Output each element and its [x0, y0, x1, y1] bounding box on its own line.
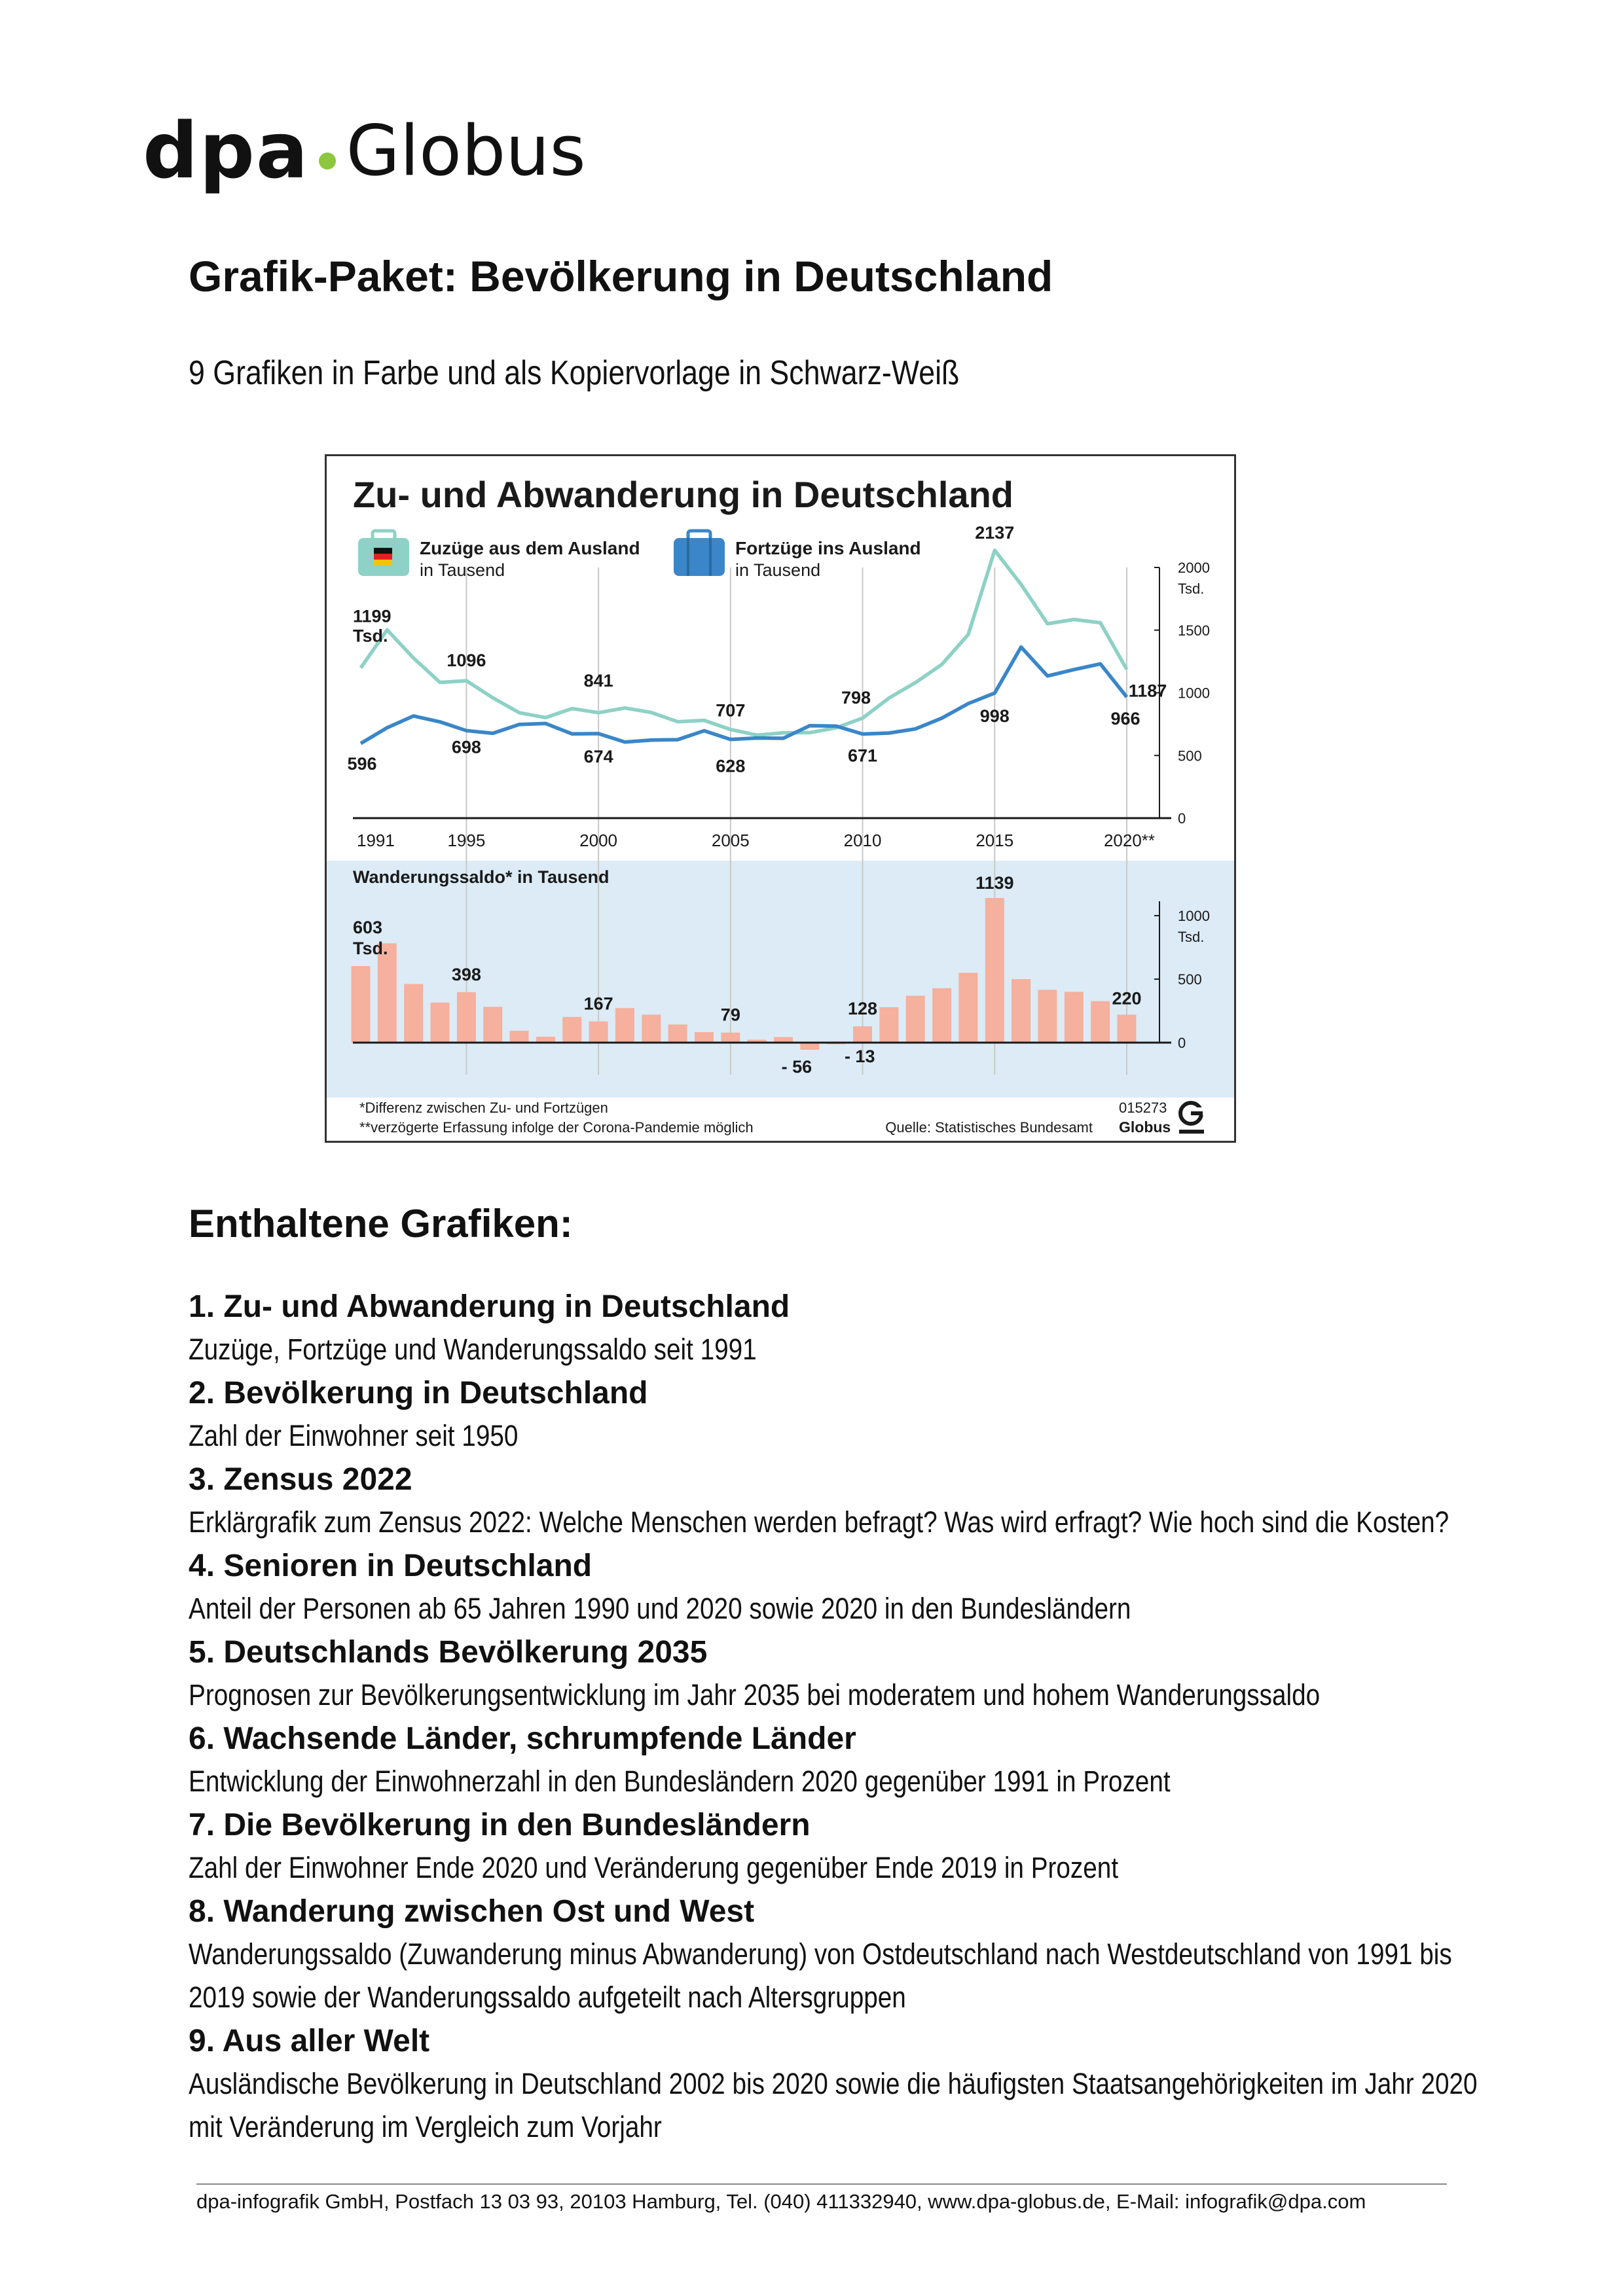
line-value-label: 698 — [451, 737, 481, 757]
source-text: Quelle: Statistisches Bundesamt — [885, 1119, 1093, 1136]
saldo-bar — [721, 1033, 740, 1043]
suitcase-germany-icon — [358, 531, 409, 576]
line-value-label: 707 — [716, 700, 746, 721]
line-value-label: 966 — [1110, 709, 1140, 729]
graphic-item-description: Zahl der Einwohner Ende 2020 und Veränderung gegenüber Ende 2019 in Prozent — [189, 1851, 1119, 1884]
line-value-label: 1199 — [353, 606, 392, 626]
logo-globus-text: Globus — [346, 110, 586, 191]
saldo-title — [353, 867, 610, 887]
graphic-item-title: 2. Bevölkerung in Deutschland — [189, 1376, 648, 1410]
bar-y-tick-label: 500 — [1178, 971, 1202, 988]
saldo-bar — [985, 898, 1004, 1043]
graphic-item — [189, 1718, 1498, 1803]
legend-emigration-unit: in Tausend — [735, 560, 821, 580]
line-value-label: 596 — [347, 753, 377, 774]
saldo-bar — [879, 1007, 898, 1043]
graphic-item — [189, 1891, 1498, 2019]
x-tick-label: 2015 — [976, 831, 1014, 850]
logo-dpa-text: dpa — [143, 105, 310, 196]
saldo-bar — [642, 1014, 661, 1043]
saldo-title-text: Wanderungssaldo* in Tausend — [353, 867, 610, 887]
legend-emigration — [674, 531, 921, 580]
bar-value-label: 603 — [353, 918, 383, 938]
saldo-bar — [352, 966, 371, 1043]
line-value-label: 2137 — [975, 522, 1015, 543]
x-tick-label: 2000 — [579, 831, 618, 850]
saldo-bar — [958, 973, 977, 1043]
graphic-item — [189, 1545, 1498, 1630]
bar-y-unit-label: Tsd. — [1178, 929, 1205, 945]
line-value-label: 998 — [979, 706, 1010, 726]
graphic-item — [189, 1804, 1498, 1890]
saldo-bar — [800, 1043, 819, 1050]
footer-contact: dpa-infografik GmbH, Postfach 13 03 93, 20103 Hamburg, Tel. (040) 411332940, www.dpa-globus.de, E-Mail: infografik@dpa.com — [196, 2190, 1366, 2213]
logo-dot-icon — [319, 152, 336, 170]
legend-immigration-label: Zuzüge aus dem Ausland — [420, 538, 640, 558]
y-unit-label: Tsd. — [1178, 581, 1205, 597]
y-tick-label: 2000 — [1178, 560, 1210, 576]
infographic-title: Zu- und Abwanderung in Deutschland — [353, 474, 1013, 515]
graphic-item-title: 3. Zensus 2022 — [189, 1462, 412, 1497]
line-value-label: 1096 — [447, 651, 486, 671]
graphic-item — [189, 2020, 1498, 2149]
bar-value-label: 167 — [583, 994, 613, 1014]
line-value-label: 798 — [841, 688, 871, 708]
saldo-bar — [932, 988, 951, 1043]
graphic-item-description: Erklärgrafik zum Zensus 2022: Welche Menschen werden befragt? Was wird erfragt? Wie hoch sind die Kosten? — [189, 1505, 1450, 1539]
graphic-item-description: Zuzüge, Fortzüge und Wanderungssaldo seit 1991 — [189, 1333, 757, 1366]
line-value-label: 841 — [583, 670, 613, 691]
graphic-item-description: Zahl der Einwohner seit 1950 — [189, 1419, 519, 1452]
line-value-label: 671 — [848, 745, 878, 766]
saldo-bar — [1118, 1014, 1137, 1043]
y-tick-label: 0 — [1178, 810, 1186, 827]
graphic-item-description: Prognosen zur Bevölkerungsentwicklung im Jahr 2035 bei moderatem und hohem Wanderungssaldo — [189, 1678, 1321, 1712]
infographic-preview — [325, 454, 1236, 1143]
x-tick-label: 1991 — [357, 831, 395, 850]
y-tick-label: 500 — [1178, 747, 1202, 764]
graphic-item-title: 7. Die Bevölkerung in den Bundesländern — [189, 1808, 811, 1842]
graphic-code: 015273 — [1119, 1100, 1167, 1116]
publisher-text: Globus — [1119, 1119, 1171, 1136]
bar-chart — [352, 873, 1210, 1077]
graphic-item-title: 8. Wanderung zwischen Ost und West — [189, 1894, 755, 1929]
saldo-bar — [1038, 990, 1057, 1043]
saldo-bar — [562, 1017, 581, 1043]
graphic-item-title: 5. Deutschlands Bevölkerung 2035 — [189, 1635, 708, 1670]
saldo-bar — [404, 984, 423, 1043]
bar-value-label: 79 — [720, 1005, 740, 1025]
saldo-bar — [483, 1007, 502, 1043]
x-tick-label: 1995 — [447, 831, 486, 850]
graphic-item-title: 1. Zu- und Abwanderung in Deutschland — [189, 1289, 790, 1324]
line-value-label: Tsd. — [353, 626, 388, 646]
saldo-bar — [1012, 979, 1030, 1043]
graphics-list — [189, 1286, 1498, 2150]
legend-immigration-unit: in Tausend — [420, 560, 505, 580]
line-value-label: 1187 — [1128, 681, 1167, 701]
bar-y-tick-label: 0 — [1178, 1035, 1186, 1051]
saldo-bar — [1065, 992, 1084, 1043]
graphic-item-description: Anteil der Personen ab 65 Jahren 1990 und 2020 sowie 2020 in den Bundesländern — [189, 1592, 1131, 1625]
footer-divider — [196, 2183, 1447, 2185]
bar-value-label: 128 — [848, 999, 878, 1019]
graphic-item-description: Wanderungssaldo (Zuwanderung minus Abwanderung) von Ostdeutschland nach Westdeutschland von 1991 bis 2019 sowie der Wanderungssaldo aufgeteilt nach Altersgruppen — [189, 1937, 1452, 2014]
x-tick-label: 2020** — [1103, 831, 1156, 850]
x-tick-label: 2010 — [843, 831, 882, 850]
line-value-label: 674 — [583, 746, 613, 766]
y-tick-label: 1500 — [1178, 622, 1210, 639]
migration-chart — [327, 456, 1234, 1141]
bar-value-label: - 13 — [844, 1047, 875, 1066]
graphic-item-title: 9. Aus aller Welt — [189, 2024, 430, 2058]
saldo-bar — [615, 1008, 634, 1043]
saldo-bar — [378, 943, 397, 1043]
saldo-bar — [906, 996, 925, 1043]
saldo-bar — [431, 1003, 450, 1043]
saldo-bar — [457, 992, 476, 1043]
saldo-bar — [510, 1031, 529, 1043]
graphic-item — [189, 1459, 1498, 1544]
x-tick-label: 2005 — [711, 831, 750, 850]
saldo-bar — [668, 1024, 687, 1043]
legend-emigration-label: Fortzüge ins Ausland — [735, 538, 921, 558]
bar-value-label: Tsd. — [353, 939, 388, 959]
y-tick-label: 1000 — [1178, 685, 1210, 702]
saldo-bar — [589, 1022, 608, 1043]
footnote-difference: *Differenz zwischen Zu- und Fortzügen — [359, 1100, 608, 1116]
line-value-label: 628 — [716, 756, 746, 776]
graphic-item — [189, 1372, 1498, 1458]
legend-immigration — [358, 531, 640, 580]
graphic-item-title: 6. Wachsende Länder, schrumpfende Länder — [189, 1721, 856, 1756]
globus-mark-icon — [1179, 1103, 1204, 1132]
graphic-item-description: Entwicklung der Einwohnerzahl in den Bundesländern 2020 gegenüber 1991 in Prozent — [189, 1765, 1171, 1798]
dpa-globus-logo — [143, 98, 586, 203]
saldo-bar — [1091, 1001, 1110, 1043]
bar-value-label: 1139 — [975, 873, 1014, 893]
bar-y-tick-label: 1000 — [1178, 908, 1210, 924]
saldo-bar — [853, 1026, 872, 1043]
bar-value-label: 220 — [1112, 988, 1142, 1009]
graphic-item-description: Ausländische Bevölkerung in Deutschland 2002 bis 2020 sowie die häufigsten Staatsangehörigkeiten im Jahr 2020 mit Veränderung im Vergleich zum Vorjahr — [189, 2067, 1478, 2144]
page-subtitle: 9 Grafiken in Farbe und als Kopiervorlage in Schwarz-Weiß — [189, 354, 960, 392]
section-heading: Enthaltene Grafiken: — [189, 1202, 573, 1246]
graphic-item — [189, 1286, 1498, 1371]
bar-value-label: 398 — [451, 964, 481, 984]
bar-value-label: - 56 — [781, 1057, 812, 1077]
footnote-delay: **verzögerte Erfassung infolge der Corona-Pandemie möglich — [359, 1119, 754, 1136]
suitcase-blue-icon — [674, 531, 725, 576]
graphic-item-title: 4. Senioren in Deutschland — [189, 1549, 593, 1583]
graphic-item — [189, 1632, 1498, 1717]
page-title: Grafik-Paket: Bevölkerung in Deutschland — [189, 252, 1053, 300]
saldo-bar — [695, 1032, 714, 1043]
